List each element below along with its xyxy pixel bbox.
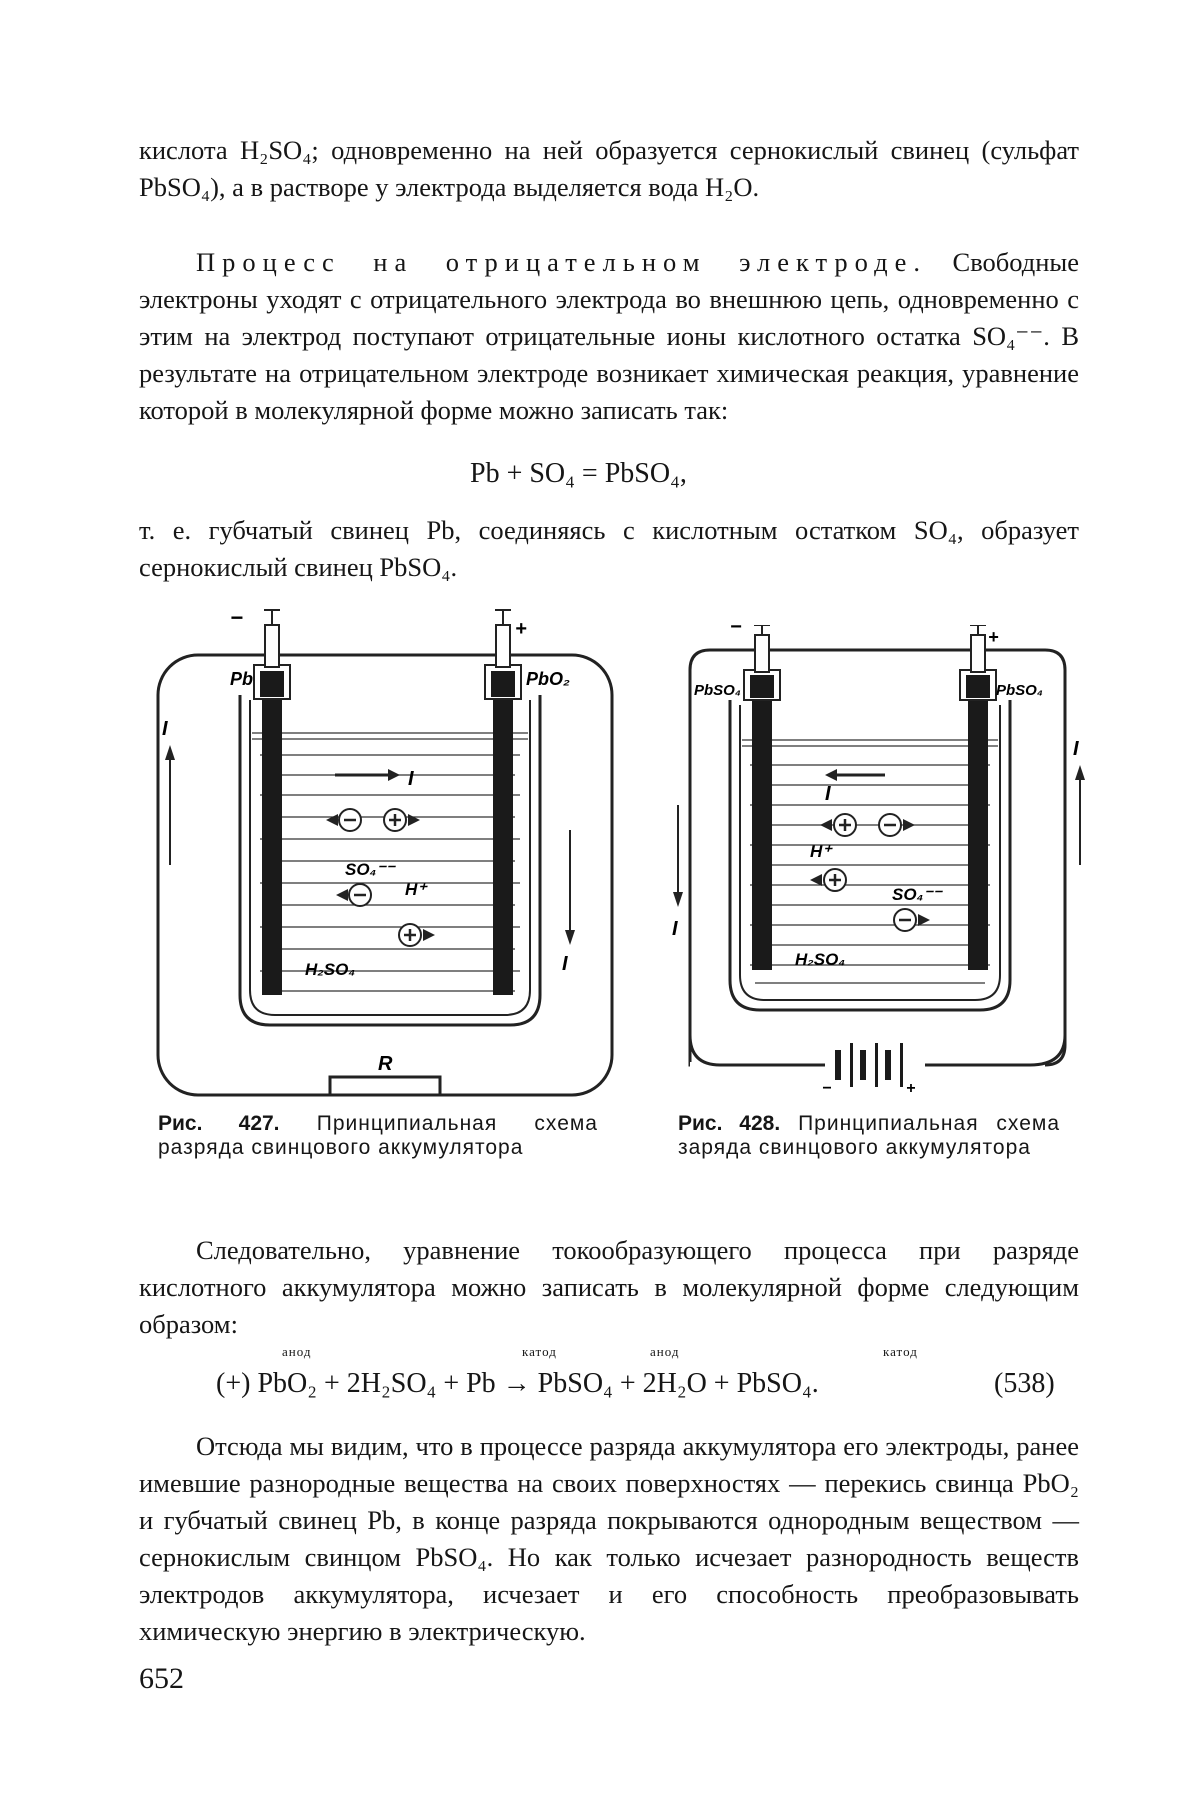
eq2-label-anode-2: анод	[650, 1344, 680, 1359]
equation-2: (+) PbO₂ + 2H₂SO₄ + Pb → PbSO₄ + 2H₂O + PbSO₄.	[216, 1368, 819, 1399]
fig427-minus-label: −	[230, 605, 243, 630]
figure-428-caption	[678, 1112, 1060, 1160]
fig428-minus-label: −	[730, 625, 742, 638]
fig428-h2so4-label: H₂SO₄	[795, 950, 846, 969]
fig427-pbo2-label: PbO₂	[526, 669, 570, 689]
paragraph-2-body: Свободные электроны уходят с отрицательного электрода во внешнюю цепь, одновременно с этим на электрод поступают отрицательные ионы кислотного остатка SO₄⁻⁻. В результате на отрицательном электроде возникает химическая реакция, уравнение которой в молекулярной форме можно записать так:	[139, 247, 1079, 425]
fig427-h-label: H⁺	[405, 880, 427, 899]
figure-428-charge-diagram	[670, 625, 1085, 1095]
paragraph-4: Следовательно, уравнение токообразующего процесса при разряде кислотного аккумулятора можно записать в молекулярной форме следующим образом:	[139, 1235, 1079, 1339]
fig427-plus-label: +	[515, 618, 527, 640]
fig427-pb-label: Pb	[230, 669, 254, 689]
figure-427-caption	[158, 1112, 598, 1160]
fig427-current-inner: I	[408, 768, 414, 790]
fig427-resistor-label: R	[378, 1053, 393, 1075]
equation-2-number: (538)	[994, 1368, 1055, 1399]
paragraph-3: т. е. губчатый свинец Pb, соединяясь с кислотным остатком SO₄, образует сернокислый свинец PbSO₄.	[139, 515, 1079, 582]
fig428-h-label: H⁺	[810, 842, 832, 861]
paragraph-2-heading: Процесс на отрицательном электроде.	[196, 247, 928, 277]
equation-1: Pb + SO₄ = PbSO₄,	[470, 458, 687, 489]
fig428-right-pbso4-label: PbSO₄	[996, 682, 1043, 699]
fig428-so4-label: SO₄⁻⁻	[892, 885, 942, 904]
fig427-current-left: I	[162, 718, 168, 740]
fig428-battery-minus: −	[822, 1080, 832, 1095]
fig428-battery-plus: +	[906, 1080, 916, 1095]
eq2-label-cathode-1: катод	[522, 1344, 557, 1359]
fig428-current-inner: I	[825, 783, 831, 805]
fig428-caption-number: Рис. 428.	[678, 1112, 781, 1135]
fig427-caption-number: Рис. 427.	[158, 1112, 280, 1135]
fig428-current-right: I	[1073, 738, 1079, 760]
paragraph-5: Отсюда мы видим, что в процессе разряда аккумулятора его электроды, ранее имевшие разнородные вещества на своих поверхностях — перекись свинца PbO₂ и губчатый свинец Pb, в конце разряда покрываются однородным веществом — сернокислым свинцом PbSO₄. Но как только исчезает разнородность веществ электродов аккумулятора, исчезает и его способность преобразовывать химическую энергию в электрическую.	[139, 1431, 1079, 1646]
eq2-label-cathode-2: катод	[883, 1344, 918, 1359]
paragraph-2	[139, 244, 1079, 429]
fig427-current-right: I	[562, 953, 568, 975]
fig428-left-pbso4-label: PbSO₄	[694, 682, 741, 699]
page-number: 652	[139, 1662, 184, 1695]
fig428-caption-text: Принципиальная схема заряда свинцового аккумулятора	[678, 1112, 1060, 1159]
fig427-so4-label: SO₄⁻⁻	[345, 860, 395, 879]
fig427-caption-text: Принципиальная схема разряда свинцового аккумулятора	[158, 1112, 598, 1159]
eq2-label-anode-1: анод	[282, 1344, 312, 1359]
figure-427-discharge-diagram	[150, 605, 620, 1100]
fig428-plus-label: +	[988, 627, 999, 647]
fig428-current-left: I	[672, 918, 678, 940]
fig427-h2so4-label: H₂SO₄	[305, 960, 356, 979]
paragraph-1: кислота H₂SO₄; одновременно на ней образуется сернокислый свинец (сульфат PbSO₄), а в растворе у электрода выделяется вода H₂O.	[139, 135, 1079, 202]
